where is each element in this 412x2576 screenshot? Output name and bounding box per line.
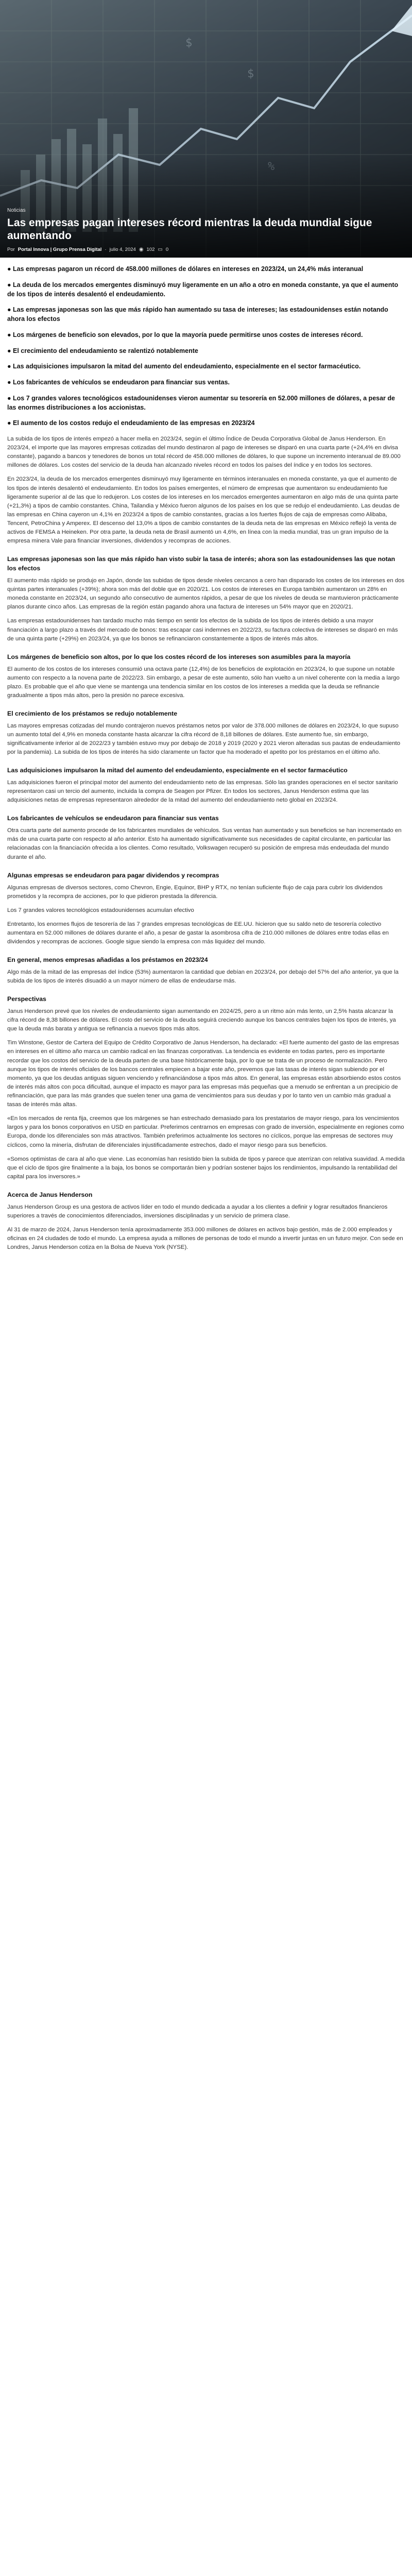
- section-heading: Los fabricantes de vehículos se endeudaron para financiar sus ventas: [7, 815, 219, 822]
- comment-icon[interactable]: ▭: [158, 247, 163, 252]
- paragraph: Las adquisiciones fueron el principal motor del aumento del endeudamiento neto de las empresas. Sólo las grandes operaciones en el sector sanitario representaron casi un tercio del aumento, incluida la compra de Seagen por Pfizer. En todos los sectores, Janus Henderson estima que las adquisiciones netas de empresas representaron alrededor de la mitad del aumento del endeudamiento neto global en 2023/24.: [7, 779, 398, 804]
- paragraph: El aumento más rápido se produjo en Japón, donde las subidas de tipos desde niveles cercanos a cero han disparado los costes de los intereses en dos quintas partes interanuales (+39%); ahora son más del doble que en 2020/21. Los costos de intereses en Europa también aumentaron un 28% en moneda constante en 2023/24, un segundo año consecutivo de aumentos rápidos, a pesar de que los niveles de deuda se mantuvieron prácticamente planos durante cinco años. Las empresas de la región están pagando ahora una factura de intereses un 54% mayor que en 2020/21.: [7, 577, 405, 611]
- paragraph: Janus Henderson prevé que los niveles de endeudamiento sigan aumentando en 2024/25, pero a un ritmo aún más lento, un 2,5% hasta alcanzar la cifra récord de 8,38 billones de dólares. El costo del servicio de la deuda seguirá creciendo aunque los bancos centrales bajen los tipos de interés, ya que la deuda más barata y antigua se refinancia a nuevos tipos más altos.: [7, 1008, 396, 1032]
- paragraph: En 2023/24, la deuda de los mercados emergentes disminuyó muy ligeramente en términos interanuales en moneda constante, ya que el aumento de los tipos de interés desalentó el endeudamiento. En todos los países emergentes, el número de empresas que aumentaron su endeudamiento fue ligeramente superior al de las que lo redujeron. Los costes de los intereses en los mercados emergentes aumentaron en algo más de una quinta parte (+21,3%) a tipos de cambio constantes. China, Tailandia y México fueron algunos de los países en los que se redujo el endeudamiento. Las deudas de las empresas en China cayeron un 4,1% en 2023/24 a tipos de cambio constantes, gracias a los fuertes flujos de caja de empresas como Alibaba, Tencent, PetroChina y Amperex. El descenso del 13,0% a tipos de cambio constantes de la deuda neta de las empresas en México reflejó la venta de activos de FEMSA a Heineken. Por otra parte, la deuda neta de Brasil aumentó un 4,6%, en línea con la media mundial, tras un gran impulso de la empresa minera Vale para financiar inversiones, dividendos y recompras de acciones.: [7, 476, 400, 545]
- meta-separator: ·: [105, 247, 107, 252]
- highlight-item: ● El aumento de los costos redujo el endeudamiento de las empresas en 2023/24: [7, 419, 255, 427]
- paragraph: El aumento de los costos de los intereses consumió una octava parte (12,4%) de los beneficios de explotación en 2023/24, lo que supone un notable aumento con respecto a la novena parte de 2022/23. Sin embargo, a pesar de este aumento, sólo han vuelto a un nivel coherente con la media a largo plazo. Es probable que el año que viene se mantenga una tendencia similar en los costos de los intereses a medida que la deuda se refinancie gradualmente a tipos más altos, pero la presión no parece excesiva.: [7, 666, 400, 699]
- article-section: [7, 555, 405, 643]
- highlight-item: ● Los 7 grandes valores tecnológicos estadounidenses vieron aumentar su tesorería en 52.000 millones de dólares, a pesar de las enormes distribuciones a los accionistas.: [7, 394, 395, 411]
- article-section: [7, 435, 405, 546]
- comment-count[interactable]: 0: [165, 247, 169, 252]
- article-body: [0, 258, 412, 1267]
- article-title: Las empresas pagan intereses récord mientras la deuda mundial sigue aumentando: [7, 216, 372, 242]
- paragraph: Algunas empresas de diversos sectores, como Chevron, Engie, Equinor, BHP y RTX, no tenían suficiente flujo de caja para cubrir los dividendos prometidos y la recompra de acciones, por lo que pidieron prestada la diferencia.: [7, 884, 383, 900]
- highlight-item: ● La deuda de los mercados emergentes disminuyó muy ligeramente en un año a otro en moneda constante, ya que el aumento de los tipos de interés desalentó el endeudamiento.: [7, 281, 399, 298]
- section-heading: En general, menos empresas añadidas a los préstamos en 2023/24: [7, 956, 208, 964]
- article-meta: [7, 247, 402, 252]
- article-category[interactable]: Noticias: [7, 207, 26, 213]
- paragraph: Algo más de la mitad de las empresas del índice (53%) aumentaron la cantidad que debían en 2023/24, por debajo del 57% del año anterior, ya que la subida de los tipos de interés disuadió a un mayor número de ellas de endeudarse más.: [7, 969, 399, 985]
- paragraph: Entretanto, los enormes flujos de tesorería de las 7 grandes empresas tecnológicas de EE.UU. hicieron que su saldo neto de tesorería colectivo aumentara en 52.000 millones de dólares durante el año, a pesar de gastar la asombrosa cifra de 210.000 millones de dólares entre todas ellas en dividendos y recompras de acciones. Google sigue siendo la empresa con más liquidez del mundo.: [7, 921, 389, 945]
- byline-label: Por: [7, 247, 15, 252]
- section-heading: Acerca de Janus Henderson: [7, 1191, 93, 1199]
- paragraph: «En los mercados de renta fija, creemos que los márgenes se han estrechado demasiado para los prestatarios de mayor riesgo, para los vencimientos largos y para los bonos corporativos en USD en particular. Preferimos centrarnos en empresas con grado de inversión, especialmente en regiones como Europa, donde los diferenciales son más atractivos. También preferimos actualmente los sectores no cíclicos, porque las empresas de sectores muy cíclicos, como la minería, disfrutan de diferenciales injustificadamente estrechos, dado el mayor riesgo para sus beneficios.: [7, 1115, 404, 1148]
- article-sections: [7, 435, 405, 1252]
- highlight-item: ● Las empresas pagaron un récord de 458.000 millones de dólares en intereses en 2023/24, un 24,4% más interanual: [7, 265, 364, 273]
- paragraph: Los 7 grandes valores tecnológicos estadounidenses acumulan efectivo: [7, 907, 194, 913]
- article-section: [7, 956, 405, 986]
- paragraph: «Somos optimistas de cara al año que viene. Las economías han resistido bien la subida de tipos y parece que aterrizan con relativa suavidad. A medida que el ciclo de tipos gire finalmente a la baja, los bonos se comportarán bien y podrían sostener bajos los rendimientos, impulsando la rentabilidad del capital para los inversores.»: [7, 1156, 405, 1180]
- section-heading: Los márgenes de beneficio son altos, por lo que los costes récord de los intereses son asumibles para la mayoría: [7, 653, 351, 660]
- paragraph: Al 31 de marzo de 2024, Janus Henderson tenía aproximadamente 353.000 millones de dólares en activos bajo gestión, más de 2.000 empleados y oficinas en 24 ciudades de todo el mundo. La empresa ayuda a millones de personas de todo el mundo a invertir juntas en un futuro mejor. Con sede en Londres, Janus Henderson cotiza en la Bolsa de Nueva York (NYSE).: [7, 1227, 403, 1251]
- publish-date: julio 4, 2024: [109, 247, 136, 252]
- article-section: [7, 1191, 405, 1252]
- highlight-item: ● Los márgenes de beneficio son elevados, por lo que la mayoría puede permitirse unos costes de intereses récord.: [7, 331, 363, 338]
- article-section: [7, 653, 405, 700]
- paragraph: Las mayores empresas cotizadas del mundo contrajeron nuevos préstamos netos por valor de 378.000 millones de dólares en 2023/24, lo que supuso un aumento total del 4,9% en moneda constante hasta alcanzar la cifra récord de 8,18 billones de dólares. Este aumento fue, sin embargo, significativamente inferior al de 2022/23 y también estuvo muy por debajo de 2018 y 2019 (2020 y 2021 vieron alteradas sus pautas de endeudamiento por la pandemia). La subida de los tipos de interés ha sido claramente un factor que ha moderado el apetito por los préstamos en el último año.: [7, 722, 401, 756]
- section-heading: Las adquisiciones impulsaron la mitad del aumento del endeudamiento, especialmente en el sector farmacéutico: [7, 767, 348, 774]
- highlight-item: ● Los fabricantes de vehículos se endeudaron para financiar sus ventas.: [7, 379, 230, 386]
- highlight-item: ● El crecimiento del endeudamiento se ralentizó notablemente: [7, 347, 198, 354]
- highlight-item: ● Las adquisiciones impulsaron la mitad del aumento del endeudamiento, especialmente en el sector farmacéutico.: [7, 363, 361, 370]
- highlights-list: [7, 265, 405, 428]
- article-section: [7, 995, 405, 1181]
- paragraph: Las empresas estadounidenses han tardado mucho más tiempo en sentir los efectos de la subida de los tipos de interés debido a una mayor financiación a largo plazo a través del mercado de bonos: tras escapar casi indemnes en 2022/23, su factura colectiva de intereses se disparó en más de una quinta parte (+29%) en 2023/24, ya que los bonos se refinanciaron constantemente a tipos de interés más altos.: [7, 618, 398, 642]
- article-section: [7, 709, 405, 757]
- paragraph: Janus Henderson Group es una gestora de activos líder en todo el mundo dedicada a ayudar a los clientes a definir y lograr resultados financieros superiores a través de conocimientos diferenciados, inversiones disciplinadas y un servicio de primera clase.: [7, 1204, 388, 1219]
- highlight-item: ● Las empresas japonesas son las que más rápido han aumentado su tasa de intereses; las estadounidenses están notando ahora los efectos: [7, 306, 388, 323]
- section-heading: Las empresas japonesas son las que más rápido han visto subir la tasa de interés; ahora son las estadounidenses las que notan los efectos: [7, 555, 396, 572]
- eye-icon: ◉: [139, 247, 144, 252]
- author-link[interactable]: Portal Innova | Grupo Prensa Digital: [18, 247, 102, 252]
- hero-image: [0, 0, 412, 258]
- article-section: [7, 766, 405, 805]
- paragraph: La subida de los tipos de interés empezó a hacer mella en 2023/24, según el último Índice de Deuda Corporativa Global de Janus Henderson. En 2023/24, el importe que las mayores empresas cotizadas del mundo destinaron al pago de intereses se disparó en una cuarta parte (+24,4% en divisa constante), pagando a bancos y tenedores de bonos un total récord de 458.000 millones de dólares, lo que supone un incremento interanual de 89.000 millones de dólares. Los costes del servicio de la deuda han alcanzado niveles récord en todos los países del índice y en todos los sectores.: [7, 436, 401, 469]
- section-heading: Algunas empresas se endeudaron para pagar dividendos y recompras: [7, 871, 219, 879]
- article-section: [7, 814, 405, 861]
- paragraph: Otra cuarta parte del aumento procede de los fabricantes mundiales de vehículos. Sus ventas han aumentado y sus beneficios se han incrementado en más de una cuarta parte con respecto al año anterior. Esto ha aumentado significativamente sus necesidades de capital circulante, en particular las relacionadas con la financiación ofrecida a los clientes. Como resultado, Volkswagen recuperó su posición de empresa más endeudada del mundo durante el año.: [7, 827, 402, 860]
- article-section: [7, 871, 405, 946]
- section-heading: Perspectivas: [7, 995, 46, 1003]
- paragraph: Tim Winstone, Gestor de Cartera del Equipo de Crédito Corporativo de Janus Henderson, ha declarado: «El fuerte aumento del gasto de las empresas en intereses en el último año marca un cambio radical en las finanzas corporativas. La tendencia es evidente en todas partes, pero es importante recordar que los costos del servicio de la deuda parten de una base históricamente baja, por lo que se trata de un proceso de normalización. Pero aunque los tipos de interés oficiales de los bancos centrales empiecen a bajar este año, prevemos que las tasas de interés sigan subiendo por el momento, ya que los deudas antiguas siguen venciendo y refinanciándose a tipos más altos. En general, las empresas están absorbiendo estos costos de interés más altos con poca dificultad, aunque el impacto es mayor para las empresas más pequeñas que a menudo se enfrentan a un precipicio de refinanciación, que para las más grandes que suelen tener una gama de vencimientos para sus deudas y por lo tanto ven un cambio más gradual a tasas de interés más altas.: [7, 1040, 401, 1108]
- section-heading: El crecimiento de los préstamos se redujo notablemente: [7, 710, 178, 717]
- view-count: 102: [146, 247, 155, 252]
